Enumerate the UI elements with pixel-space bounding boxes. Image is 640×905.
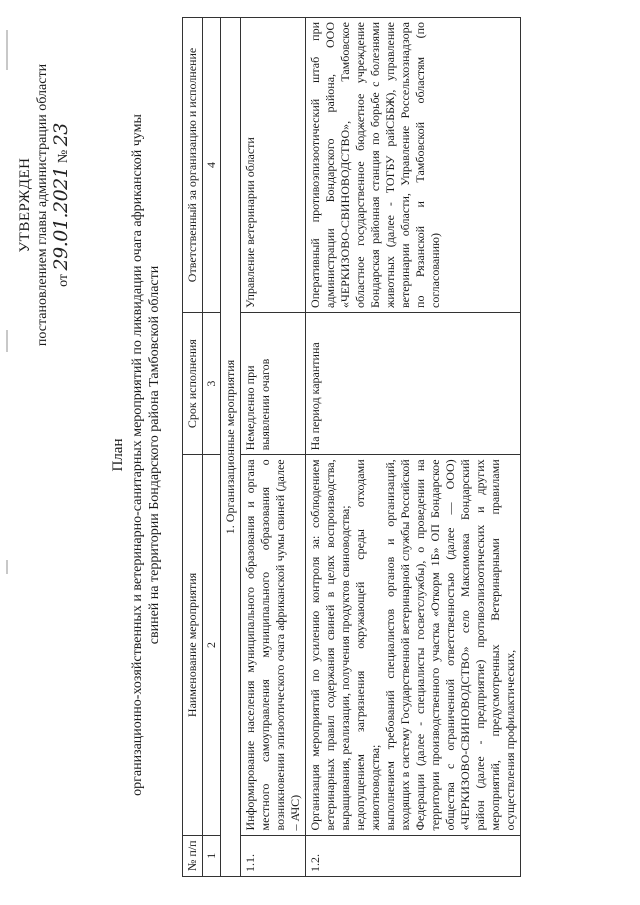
column-index-row bbox=[203, 18, 221, 877]
approved-by-line: постановлением главы администрации области bbox=[35, 63, 50, 347]
row-name-line: недопущением загрязнения окружающей среды отходами животноводства; bbox=[353, 459, 382, 831]
column-index: 4 bbox=[203, 18, 221, 313]
row-term: На период карантина bbox=[306, 312, 521, 454]
section-row bbox=[221, 18, 241, 877]
section-heading: 1. Организационные мероприятия bbox=[221, 18, 241, 877]
row-name-line: выполнением требований специалистов органов и организаций, входящих в систему Государственной ветеринарной службы Российской Федерации (далее - специалисты госветслужбы), о проведении на территории производственного участка «Откорм 1Б» ОП Бондарское общества с ограниченной ответственностью (далее — ООО) «ЧЕРКИЗОВО-СВИНОВОДСТВО» село Максимовка Бондарский район (далее - предприятие) противоэпизоотических и других мероприятий, предусмотренных Ветеринарными правилами осуществления профилактических, bbox=[383, 459, 517, 831]
row-name-line: Организация мероприятий по усилению контроля за: соблюдением ветеринарных правил содержания свиней в целях воспроизводства, выращивания, реализации, получения продуктов свиноводства; bbox=[308, 459, 352, 831]
row-name: Информирование населения муниципального образования и органа местного самоуправления муниципального образования о возникновении эпизоотического очага африканской чумы свиней (далее – АЧС) bbox=[241, 455, 306, 835]
row-num: 1.2. bbox=[306, 835, 521, 876]
header-name: Наименование мероприятия bbox=[183, 455, 203, 835]
row-term: Немедленно при выявлении очагов bbox=[241, 312, 306, 454]
approval-date-line bbox=[52, 25, 73, 385]
row-resp: Управление ветеринарии области bbox=[241, 18, 306, 313]
date-prefix: от bbox=[56, 273, 71, 287]
header-resp: Ответственный за организацию и исполнение bbox=[183, 18, 203, 313]
plan-table bbox=[182, 17, 521, 877]
approval-block bbox=[16, 25, 73, 385]
title-line-2: свиней на территории Бондарского района Тамбовской области bbox=[147, 265, 162, 645]
document-title bbox=[110, 45, 163, 865]
row-resp: Оперативный противоэпизоотический штаб при администрации Бондарского района, ООО «ЧЕРКИЗОВО-СВИНОВОДСТВО», Тамбовское областное государственное бюджетное учреждение Бондарская районная станция по борьбе с болезнями животных (далее - ТОГБУ райСББЖ), управление ветеринарии области, Управление Россельхознадзора по Рязанской и Тамбовской областям (по согласованию) bbox=[306, 18, 521, 313]
title-line-1: организационно-хозяйственных и ветеринарно-санитарных мероприятий по ликвидации очага африканской чумы bbox=[130, 114, 145, 796]
plan-heading: План bbox=[110, 438, 126, 472]
row-name bbox=[306, 455, 521, 835]
column-index: 2 bbox=[203, 455, 221, 835]
handwritten-number: 23 bbox=[50, 123, 72, 147]
table-row bbox=[241, 18, 306, 877]
header-num: № п/п bbox=[183, 835, 203, 876]
table-row bbox=[306, 18, 521, 877]
header-row bbox=[183, 18, 203, 877]
column-index: 1 bbox=[203, 835, 221, 876]
header-term: Срок исполнения bbox=[183, 312, 203, 454]
row-num: 1.1. bbox=[241, 835, 306, 876]
handwritten-date: 29.01.2021 bbox=[50, 166, 72, 271]
approved-label: УТВЕРЖДЕН bbox=[17, 157, 33, 253]
number-prefix: № bbox=[56, 149, 71, 164]
column-index: 3 bbox=[203, 312, 221, 454]
